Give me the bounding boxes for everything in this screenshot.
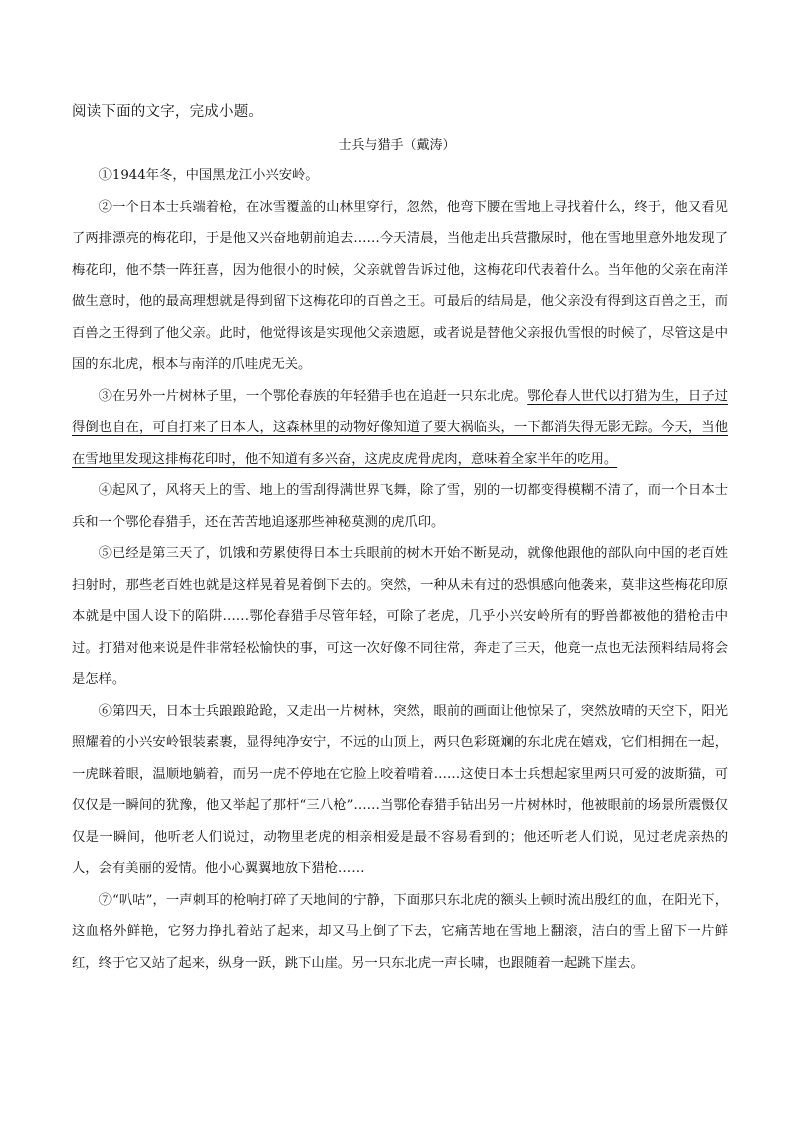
paragraph-text: “叭咕”，一声刺耳的枪响打碎了天地间的宁静，下面那只东北虎的额头上顿时流出殷红的血，在阳光下，这血格外鲜艳，它努力挣扎着站了起来，却又马上倒了下去，它痛苦地在雪地上翻滚，洁白的雪上留下一片鲜红，终于它又站了起来，纵身一跃，跳下山崖。另一只东北虎一声长啸，也跟随着一起跳下崖去。	[72, 892, 728, 971]
paragraph-number: ⑤	[98, 546, 112, 561]
paragraph-number: ⑦	[98, 892, 112, 908]
paragraph-number: ①	[98, 168, 112, 183]
paragraph-text: 在另外一片树林子里，一个鄂伦春族的年轻猎手也在追赶一只东北虎。	[112, 388, 528, 404]
paragraph-text: 起风了，风将天上的雪、地上的雪刮得满世界飞舞，除了雪，别的一切都变得模糊不清了，而一个日本士兵和一个鄂伦春猎手，还在苦苦地追逐那些神秘莫测的虎爪印。	[72, 483, 729, 530]
paragraph-text: 第四天，日本士兵踉踉跄跄，又走出一片树林，突然，眼前的画面让他惊呆了，突然放晴的天空下，阳光照耀着的小兴安岭银装素裹，显得纯净安宁，不远的山顶上，两只色彩斑斓的东北虎在嬉戏，它们相拥在一起，一虎眯着眼，温顺地躺着，而另一虎不停地在它脸上咬着啃着……这使日本士兵想起家里两只可爱的波斯猫，可仅仅是一瞬间的犹豫，他又举起了那杆“三八枪”……当鄂伦春猎手钻出另一片树林时，他被眼前的场景所震慑仅仅是一瞬间，他听老人们说过，动物里老虎的相亲相爱是最不容易看到的；他还听老人们说，见过老虎亲热的人，会有美丽的爱情。他小心翼翼地放下猎枪……	[72, 703, 729, 876]
paragraph-4	[72, 475, 728, 538]
paragraph-text: 1944年冬，中国黑龙江小兴安岭。	[111, 168, 319, 183]
article-title: 士兵与猎手（戴涛）	[338, 138, 456, 153]
paragraph-1	[72, 160, 728, 192]
paragraph-6	[72, 696, 728, 885]
article-body	[72, 160, 728, 979]
paragraph-number: ⑥	[98, 703, 112, 719]
paragraph-number: ③	[98, 388, 112, 404]
instruction-text: 阅读下面的文字，完成小题。	[72, 104, 264, 120]
paragraph-3	[72, 381, 728, 476]
paragraph-text: 一个日本士兵端着枪，在冰雪覆盖的山林里穿行，忽然，他弯下腰在雪地上寻找着什么，终于，他又看见了两排漂亮的梅花印，于是他又兴奋地朝前追去……今天清晨，当他走出兵营撒尿时，他在雪地里意外地发现了梅花印，他不禁一阵狂喜，因为他很小的时候，父亲就曾告诉过他，这梅花印代表着什么。当年他的父亲在南洋做生意时，他的最高理想就是得到留下这梅花印的百兽之王。可最后的结局是，他父亲没有得到这百兽之王，而百兽之王得到了他父亲。此时，他觉得该是实现他父亲遗愿，或者说是替他父亲报仇雪恨的时候了，尽管这是中国的东北虎，根本与南洋的爪哇虎无关。	[72, 199, 729, 372]
paragraph-number: ②	[98, 199, 112, 215]
paragraph-text: 已经是第三天了，饥饿和劳累使得日本士兵眼前的树木开始不断晃动，就像他跟他的部队向中国的老百姓扫射时，那些老百姓也就是这样晃着晃着倒下去的。突然，一种从未有过的恐惧感向他袭来，莫非这些梅花印原本就是中国人设下的陷阱……鄂伦春猎手尽管年轻，可除了老虎，几乎小兴安岭所有的野兽都被他的猎枪击中过。打猎对他来说是件非常轻松愉快的事，可这一次好像不同往常，奔走了三天，他竟一点也无法预料结局将会是怎样。	[72, 546, 729, 687]
underlined-passage: 鄂伦春人世代以打猎为生，日子过得倒也自在，可自打来了日本人，这森林里的动物好像知道了要大祸临头，一下都消失得无影无踪。今天，当他在雪地里发现这排梅花印时，他不知道有多兴奋，这虎皮虎骨虎肉，意味着全家半年的吃用。	[72, 388, 729, 467]
paragraph-number: ④	[98, 483, 112, 498]
paragraph-2	[72, 192, 728, 381]
paragraph-5	[72, 538, 728, 696]
paragraph-7	[72, 885, 728, 980]
